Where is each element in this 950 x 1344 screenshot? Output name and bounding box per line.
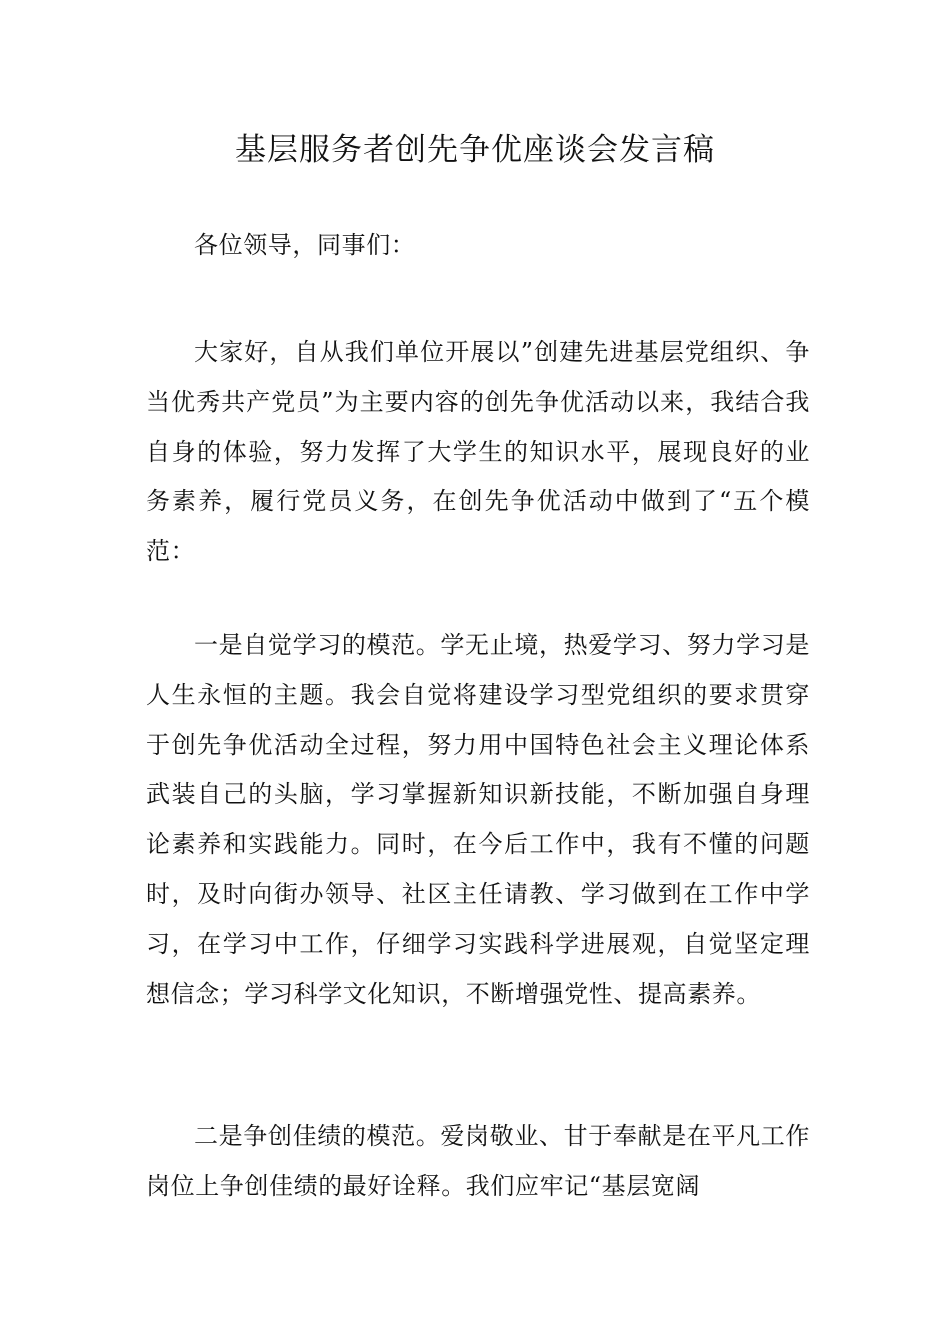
document-title: 基层服务者创先争优座谈会发言稿 <box>235 132 715 168</box>
salutation: 各位领导，同事们： <box>194 231 416 259</box>
paragraph-intro: 大家好，自从我们单位开展以”创建先进基层党组织、争当优秀共产党员”为主要内容的创先争优活动以来，我结合我自身的体验，努力发挥了大学生的知识水平，展现良好的业务素养，履行党员义务，在创先争优活动中做到了“五个模范： <box>146 338 810 566</box>
paragraph-first-model: 一是自觉学习的模范。学无止境，热爱学习、努力学习是人生永恒的主题。我会自觉将建设学习型党组织的要求贯穿于创先争优活动全过程，努力用中国特色社会主义理论体系武装自己的头脑，学习掌握新知识新技能，不断加强自身理论素养和实践能力。同时，在今后工作中，我有不懂的问题时，及时向街办领导、社区主任请教、学习做到在工作中学习，在学习中工作，仔细学习实践科学进展观，自觉坚定理想信念；学习科学文化知识，不断增强党性、提高素养。 <box>146 631 810 1008</box>
paragraph-second-model: 二是争创佳绩的模范。爱岗敬业、甘于奉献是在平凡工作岗位上争创佳绩的最好诠释。我们应牢记“基层宽阔 <box>146 1122 810 1200</box>
